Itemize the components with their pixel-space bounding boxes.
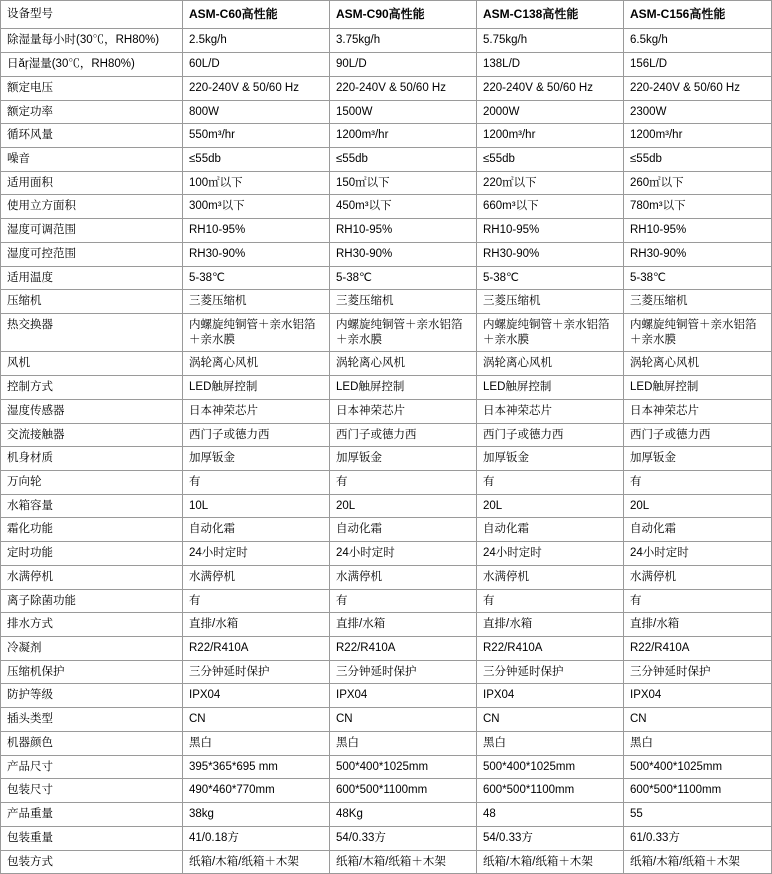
table-cell: 直排/水箱 — [624, 613, 772, 637]
table-cell: 20L — [330, 494, 477, 518]
table-cell: 5-38℃ — [183, 266, 330, 290]
table-cell: 内螺旋纯铜管＋亲水铝箔＋亲水膜 — [183, 313, 330, 351]
table-cell: ≤55db — [477, 147, 624, 171]
row-label: 湿度可调范围 — [1, 219, 183, 243]
table-cell: 有 — [183, 589, 330, 613]
table-cell: 41/0.18方 — [183, 826, 330, 850]
table-cell: RH30-90% — [477, 242, 624, 266]
table-cell: ≤55db — [624, 147, 772, 171]
table-body — [1, 29, 772, 874]
table-row — [1, 731, 772, 755]
table-row — [1, 124, 772, 148]
table-header-row — [1, 1, 772, 29]
table-cell: 自动化霜 — [624, 518, 772, 542]
table-row — [1, 826, 772, 850]
table-cell: 1200m³/hr — [477, 124, 624, 148]
table-cell: 日本神荣芯片 — [624, 399, 772, 423]
table-row — [1, 542, 772, 566]
table-row — [1, 53, 772, 77]
table-cell: RH30-90% — [183, 242, 330, 266]
table-cell: 90L/D — [330, 53, 477, 77]
table-cell: 加厚钣金 — [624, 447, 772, 471]
row-label: 适用面积 — [1, 171, 183, 195]
row-label: 湿度可控范围 — [1, 242, 183, 266]
table-cell: 加厚钣金 — [330, 447, 477, 471]
table-cell: 38kg — [183, 803, 330, 827]
table-cell: 220-240V & 50/60 Hz — [477, 76, 624, 100]
table-row — [1, 803, 772, 827]
table-cell: 内螺旋纯铜管＋亲水铝箔＋亲水膜 — [477, 313, 624, 351]
table-cell: 三菱压缩机 — [624, 290, 772, 314]
table-cell: R22/R410A — [183, 637, 330, 661]
table-cell: 水满停机 — [330, 565, 477, 589]
table-cell: 60L/D — [183, 53, 330, 77]
table-cell: 600*500*1100mm — [330, 779, 477, 803]
table-cell: 1200m³/hr — [624, 124, 772, 148]
table-row — [1, 266, 772, 290]
table-cell: 自动化霜 — [330, 518, 477, 542]
table-cell: 日本神荣芯片 — [330, 399, 477, 423]
table-cell: 5.75kg/h — [477, 29, 624, 53]
table-cell: 260㎡以下 — [624, 171, 772, 195]
table-cell: 纸箱/木箱/纸箱＋木架 — [330, 850, 477, 874]
table-cell: 1200m³/hr — [330, 124, 477, 148]
row-label: 包装方式 — [1, 850, 183, 874]
table-cell: 100㎡以下 — [183, 171, 330, 195]
row-label: 离子除菌功能 — [1, 589, 183, 613]
table-cell: 水满停机 — [624, 565, 772, 589]
row-label: 除湿量每小时(30℃，RH80%) — [1, 29, 183, 53]
table-cell: 三分钟延时保护 — [330, 660, 477, 684]
table-cell: 纸箱/木箱/纸箱＋木架 — [183, 850, 330, 874]
column-header-model-2: ASM-C90高性能 — [330, 1, 477, 29]
table-cell: 日本神荣芯片 — [477, 399, 624, 423]
table-row — [1, 518, 772, 542]
table-row — [1, 447, 772, 471]
table-cell: 24小时定时 — [330, 542, 477, 566]
table-cell: 涡轮离心风机 — [624, 352, 772, 376]
table-cell: 纸箱/木箱/纸箱＋木架 — [624, 850, 772, 874]
column-header-model-3: ASM-C138高性能 — [477, 1, 624, 29]
table-cell: 300m³以下 — [183, 195, 330, 219]
table-cell: LED触屏控制 — [330, 376, 477, 400]
row-label: 机身材质 — [1, 447, 183, 471]
table-row — [1, 352, 772, 376]
table-cell: 220-240V & 50/60 Hz — [183, 76, 330, 100]
table-cell: R22/R410A — [477, 637, 624, 661]
table-cell: 有 — [183, 471, 330, 495]
table-cell: 600*500*1100mm — [477, 779, 624, 803]
row-label: 压缩机 — [1, 290, 183, 314]
table-cell: 54/0.33方 — [477, 826, 624, 850]
row-label: 水箱容量 — [1, 494, 183, 518]
table-cell: RH10-95% — [183, 219, 330, 243]
table-header — [1, 1, 772, 29]
table-cell: 54/0.33方 — [330, 826, 477, 850]
table-cell: 150㎡以下 — [330, 171, 477, 195]
table-cell: 61/0.33方 — [624, 826, 772, 850]
table-cell: 5-38℃ — [477, 266, 624, 290]
table-cell: 6.5kg/h — [624, 29, 772, 53]
row-label: 包装尺寸 — [1, 779, 183, 803]
table-cell: 三菱压缩机 — [477, 290, 624, 314]
row-label: 压缩机保护 — [1, 660, 183, 684]
table-cell: 500*400*1025mm — [330, 755, 477, 779]
table-cell: 220㎡以下 — [477, 171, 624, 195]
table-cell: 500*400*1025mm — [477, 755, 624, 779]
table-cell: 800W — [183, 100, 330, 124]
row-label: 产品尺寸 — [1, 755, 183, 779]
table-cell: 三分钟延时保护 — [624, 660, 772, 684]
table-cell: LED触屏控制 — [477, 376, 624, 400]
table-cell: 西门子或德力西 — [477, 423, 624, 447]
table-cell: 纸箱/木箱/纸箱＋木架 — [477, 850, 624, 874]
table-row — [1, 613, 772, 637]
table-cell: 内螺旋纯铜管＋亲水铝箔＋亲水膜 — [624, 313, 772, 351]
table-row — [1, 423, 772, 447]
table-cell: 自动化霜 — [183, 518, 330, 542]
table-cell: RH10-95% — [330, 219, 477, 243]
row-label: 插头类型 — [1, 708, 183, 732]
table-cell: 有 — [477, 589, 624, 613]
row-label: 控制方式 — [1, 376, 183, 400]
table-cell: ≤55db — [183, 147, 330, 171]
table-row — [1, 755, 772, 779]
table-cell: IPX04 — [624, 684, 772, 708]
row-label: 噪音 — [1, 147, 183, 171]
table-cell: 450m³以下 — [330, 195, 477, 219]
table-row — [1, 494, 772, 518]
table-cell: 1500W — [330, 100, 477, 124]
table-row — [1, 219, 772, 243]
table-cell: 有 — [330, 471, 477, 495]
row-label: 额定电压 — [1, 76, 183, 100]
table-cell: 西门子或德力西 — [624, 423, 772, 447]
row-label: 风机 — [1, 352, 183, 376]
table-row — [1, 100, 772, 124]
table-cell: 涡轮离心风机 — [330, 352, 477, 376]
row-label: 日ăŗ湿量(30℃，RH80%) — [1, 53, 183, 77]
table-cell: 660m³以下 — [477, 195, 624, 219]
table-cell: 涡轮离心风机 — [477, 352, 624, 376]
table-row — [1, 708, 772, 732]
table-row — [1, 313, 772, 351]
table-cell: 有 — [624, 589, 772, 613]
table-row — [1, 565, 772, 589]
row-label: 防护等级 — [1, 684, 183, 708]
table-cell: 三分钟延时保护 — [183, 660, 330, 684]
table-cell: 直排/水箱 — [477, 613, 624, 637]
row-label: 热交换器 — [1, 313, 183, 351]
table-row — [1, 589, 772, 613]
table-cell: 3.75kg/h — [330, 29, 477, 53]
table-cell: 780m³以下 — [624, 195, 772, 219]
table-cell: IPX04 — [330, 684, 477, 708]
table-cell: 黑白 — [330, 731, 477, 755]
row-label: 万向轮 — [1, 471, 183, 495]
table-cell: 日本神荣芯片 — [183, 399, 330, 423]
table-cell: 直排/水箱 — [330, 613, 477, 637]
row-label: 额定功率 — [1, 100, 183, 124]
column-header-model-4: ASM-C156高性能 — [624, 1, 772, 29]
table-cell: 有 — [477, 471, 624, 495]
table-cell: 220-240V & 50/60 Hz — [330, 76, 477, 100]
row-label: 产品重量 — [1, 803, 183, 827]
table-cell: 550m³/hr — [183, 124, 330, 148]
row-label: 水满停机 — [1, 565, 183, 589]
table-cell: 24小时定时 — [477, 542, 624, 566]
table-cell: 48 — [477, 803, 624, 827]
table-cell: 三菱压缩机 — [183, 290, 330, 314]
table-cell: 490*460*770mm — [183, 779, 330, 803]
table-cell: 5-38℃ — [624, 266, 772, 290]
table-cell: 600*500*1100mm — [624, 779, 772, 803]
row-label: 使用立方面积 — [1, 195, 183, 219]
row-label: 循环风量 — [1, 124, 183, 148]
table-cell: CN — [183, 708, 330, 732]
table-row — [1, 779, 772, 803]
table-cell: 220-240V & 50/60 Hz — [624, 76, 772, 100]
column-header-device-model: 设备型号 — [1, 1, 183, 29]
table-cell: 加厚钣金 — [183, 447, 330, 471]
table-cell: CN — [330, 708, 477, 732]
table-cell: R22/R410A — [330, 637, 477, 661]
table-row — [1, 171, 772, 195]
table-cell: R22/R410A — [624, 637, 772, 661]
table-row — [1, 29, 772, 53]
table-cell: 10L — [183, 494, 330, 518]
table-cell: 156L/D — [624, 53, 772, 77]
table-cell: 2.5kg/h — [183, 29, 330, 53]
column-header-model-1: ASM-C60高性能 — [183, 1, 330, 29]
row-label: 湿度传感器 — [1, 399, 183, 423]
row-label: 霜化功能 — [1, 518, 183, 542]
table-cell: 黑白 — [624, 731, 772, 755]
table-row — [1, 637, 772, 661]
table-cell: 西门子或德力西 — [183, 423, 330, 447]
table-row — [1, 376, 772, 400]
table-row — [1, 147, 772, 171]
table-row — [1, 195, 772, 219]
table-row — [1, 76, 772, 100]
table-row — [1, 242, 772, 266]
table-cell: 有 — [624, 471, 772, 495]
table-cell: IPX04 — [183, 684, 330, 708]
table-cell: 加厚钣金 — [477, 447, 624, 471]
table-cell: 138L/D — [477, 53, 624, 77]
table-cell: RH30-90% — [624, 242, 772, 266]
table-row — [1, 399, 772, 423]
table-cell: 黑白 — [183, 731, 330, 755]
table-cell: 20L — [624, 494, 772, 518]
table-cell: 三分钟延时保护 — [477, 660, 624, 684]
table-cell: 24小时定时 — [624, 542, 772, 566]
table-cell: LED触屏控制 — [624, 376, 772, 400]
table-row — [1, 684, 772, 708]
table-cell: RH10-95% — [477, 219, 624, 243]
table-row — [1, 471, 772, 495]
table-cell: CN — [477, 708, 624, 732]
table-cell: LED触屏控制 — [183, 376, 330, 400]
table-cell: 三菱压缩机 — [330, 290, 477, 314]
table-cell: IPX04 — [477, 684, 624, 708]
row-label: 冷凝剂 — [1, 637, 183, 661]
table-cell: 涡轮离心风机 — [183, 352, 330, 376]
table-cell: RH10-95% — [624, 219, 772, 243]
table-cell: 2000W — [477, 100, 624, 124]
table-cell: 内螺旋纯铜管＋亲水铝箔＋亲水膜 — [330, 313, 477, 351]
row-label: 包装重量 — [1, 826, 183, 850]
table-cell: 500*400*1025mm — [624, 755, 772, 779]
row-label: 机器颜色 — [1, 731, 183, 755]
table-row — [1, 290, 772, 314]
table-cell: 5-38℃ — [330, 266, 477, 290]
row-label: 定时功能 — [1, 542, 183, 566]
table-cell: 西门子或德力西 — [330, 423, 477, 447]
table-cell: 48Kg — [330, 803, 477, 827]
table-cell: 55 — [624, 803, 772, 827]
table-cell: 直排/水箱 — [183, 613, 330, 637]
table-cell: 2300W — [624, 100, 772, 124]
row-label: 交流接触器 — [1, 423, 183, 447]
row-label: 排水方式 — [1, 613, 183, 637]
table-cell: 水满停机 — [183, 565, 330, 589]
table-cell: CN — [624, 708, 772, 732]
table-cell: 24小时定时 — [183, 542, 330, 566]
table-cell: RH30-90% — [330, 242, 477, 266]
table-cell: 20L — [477, 494, 624, 518]
table-cell: ≤55db — [330, 147, 477, 171]
row-label: 适用温度 — [1, 266, 183, 290]
table-row — [1, 660, 772, 684]
table-cell: 395*365*695 mm — [183, 755, 330, 779]
table-cell: 有 — [330, 589, 477, 613]
table-cell: 黑白 — [477, 731, 624, 755]
table-cell: 水满停机 — [477, 565, 624, 589]
table-cell: 自动化霜 — [477, 518, 624, 542]
table-row — [1, 850, 772, 874]
